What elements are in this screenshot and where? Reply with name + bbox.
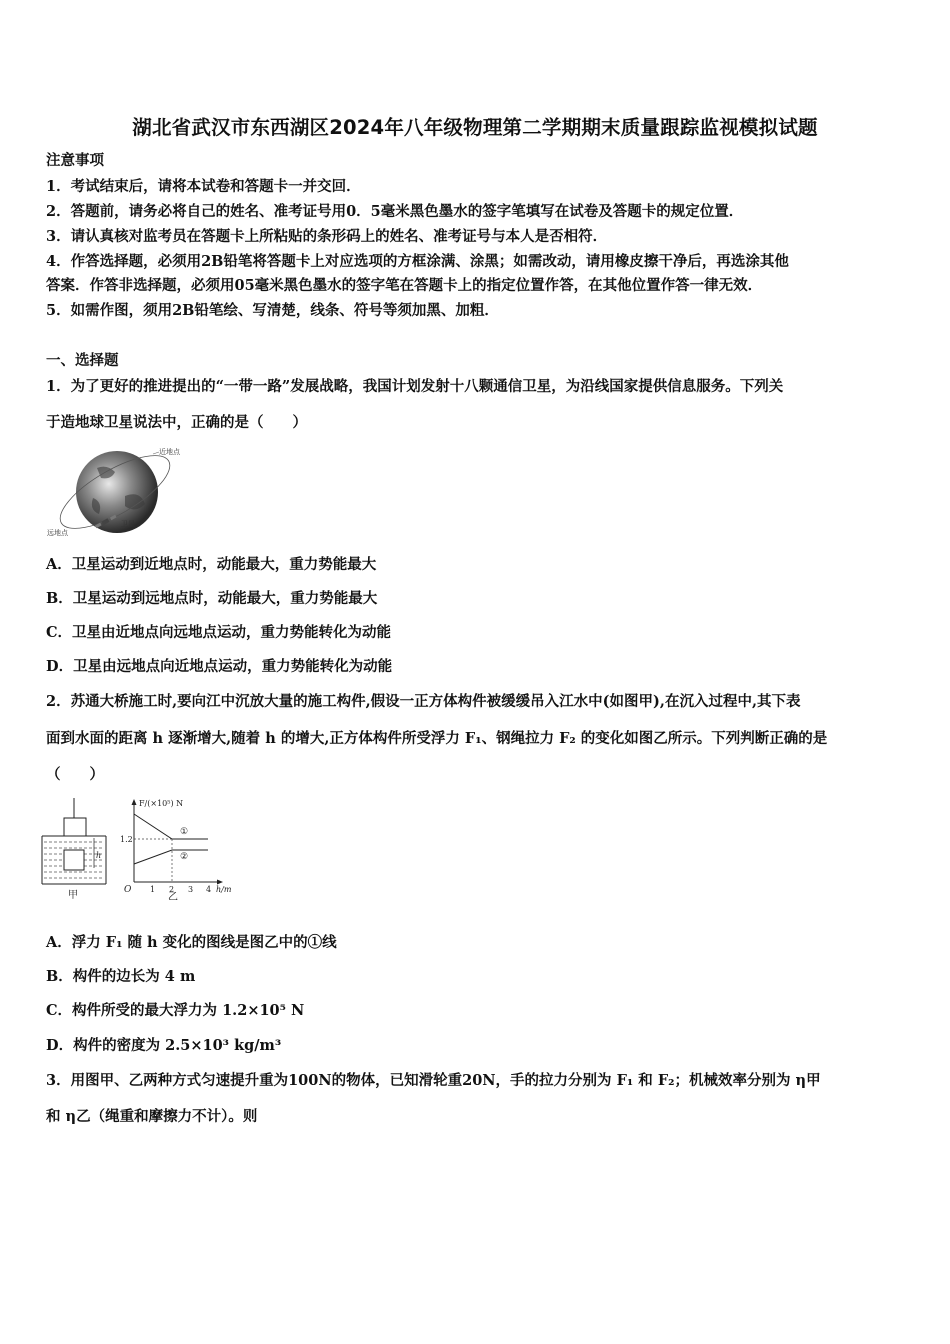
notice-item: 3．请认真核对监考员在答题卡上所粘贴的条形码上的姓名、准考证号与本人是否相符． xyxy=(46,228,608,245)
x-tick-label: 1 xyxy=(150,885,156,894)
question-3-stem: 3．用图甲、乙两种方式匀速提升重为100N的物体，已知滑轮重20N，手的拉力分别为 F₁ 和 F₂；机械效率分别为 η甲 xyxy=(46,1072,821,1089)
buoyancy-figure xyxy=(40,796,245,900)
question-1-stem-cont: 于造地球卫星说法中，正确的是（ ） xyxy=(46,414,307,431)
line-2-series xyxy=(134,850,208,864)
figure-yi-caption: 乙 xyxy=(168,892,178,900)
far-point-label: 近地点 xyxy=(159,448,180,456)
question-2-stem-paren: （ ） xyxy=(46,766,104,783)
section-heading: 一、选择题 xyxy=(46,352,119,369)
x-tick-origin: O xyxy=(124,885,132,895)
h-mark-label: h xyxy=(96,851,102,860)
question-1-stem: 1．为了更好的推进提出的“一带一路”发展战略，我国计划发射十八颗通信卫星，为沿线国家提供信息服务。下列关 xyxy=(46,378,784,395)
x-tick-label: 2 xyxy=(169,885,175,894)
notice-item: 2．答题前，请务必将自己的姓名、准考证号用0．5毫米黑色墨水的签字笔填写在试卷及答题卡的规定位置． xyxy=(46,203,744,220)
x-axis-label: h/m xyxy=(216,885,232,894)
y-tick-label: 1.2 xyxy=(120,835,133,844)
page-title: 湖北省武汉市东西湖区2024年八年级物理第二学期期末质量跟踪监视模拟试题 xyxy=(132,116,818,139)
question-1-option-d: D．卫星由远地点向近地点运动，重力势能转化为动能 xyxy=(46,658,393,675)
question-2-stem: 2．苏通大桥施工时,要向江中沉放大量的施工构件,假设一正方体构件被缓缓吊入江水中(如图甲),在沉入过程中,其下表 xyxy=(46,693,801,710)
figure-jia-caption: 甲 xyxy=(68,890,78,900)
line-1-series xyxy=(134,814,208,839)
notice-item: 5．如需作图，须用2B铅笔绘、写清楚，线条、符号等须加黑、加粗． xyxy=(46,302,499,319)
force-graph xyxy=(120,799,232,900)
cube-in-water-diagram xyxy=(42,798,106,900)
notice-item: 1．考试结束后，请将本试卷和答题卡一并交回． xyxy=(46,178,361,195)
question-3-stem-cont: 和 η乙（绳重和摩擦力不计）。则 xyxy=(46,1108,258,1125)
near-point-label: 远地点 xyxy=(47,529,68,537)
question-2-option-b: B．构件的边长为 4 m xyxy=(46,968,196,985)
line-2-label: ② xyxy=(180,852,189,862)
satellite-orbit-figure xyxy=(45,446,183,538)
satellite-label: 卫星 xyxy=(121,520,135,528)
x-tick-label: 4 xyxy=(206,885,212,894)
earth-icon xyxy=(76,451,158,533)
notice-item: 答案．作答非选择题，必须用05毫米黑色墨水的签字笔在答题卡上的指定位置作答，在其他位置作答一律无效． xyxy=(46,277,763,294)
line-1-label: ① xyxy=(180,827,189,837)
question-1-option-a: A．卫星运动到近地点时，动能最大，重力势能最大 xyxy=(46,556,377,573)
question-1-option-c: C．卫星由近地点向远地点运动，重力势能转化为动能 xyxy=(46,624,392,641)
question-2-option-a: A．浮力 F₁ 随 h 变化的图线是图乙中的①线 xyxy=(46,934,337,951)
y-axis-label: F/(×10⁵) N xyxy=(139,799,184,808)
question-2-option-d: D．构件的密度为 2.5×10³ kg/m³ xyxy=(46,1037,282,1054)
x-tick-label: 3 xyxy=(188,885,194,894)
question-2-option-c: C．构件所受的最大浮力为 1.2×10⁵ N xyxy=(46,1002,305,1019)
question-2-stem-cont: 面到水面的距离 h 逐渐增大,随着 h 的增大,正方体构件所受浮力 F₁、钢绳拉力 F₂ 的变化如图乙所示。下列判断正确的是 xyxy=(46,730,828,747)
notice-item: 4．作答选择题，必须用2B铅笔将答题卡上对应选项的方框涂满、涂黑；如需改动，请用橡皮擦干净后，再选涂其他 xyxy=(46,253,789,270)
question-1-option-b: B．卫星运动到远地点时，动能最大，重力势能最大 xyxy=(46,590,378,607)
notice-heading: 注意事项 xyxy=(46,152,104,169)
